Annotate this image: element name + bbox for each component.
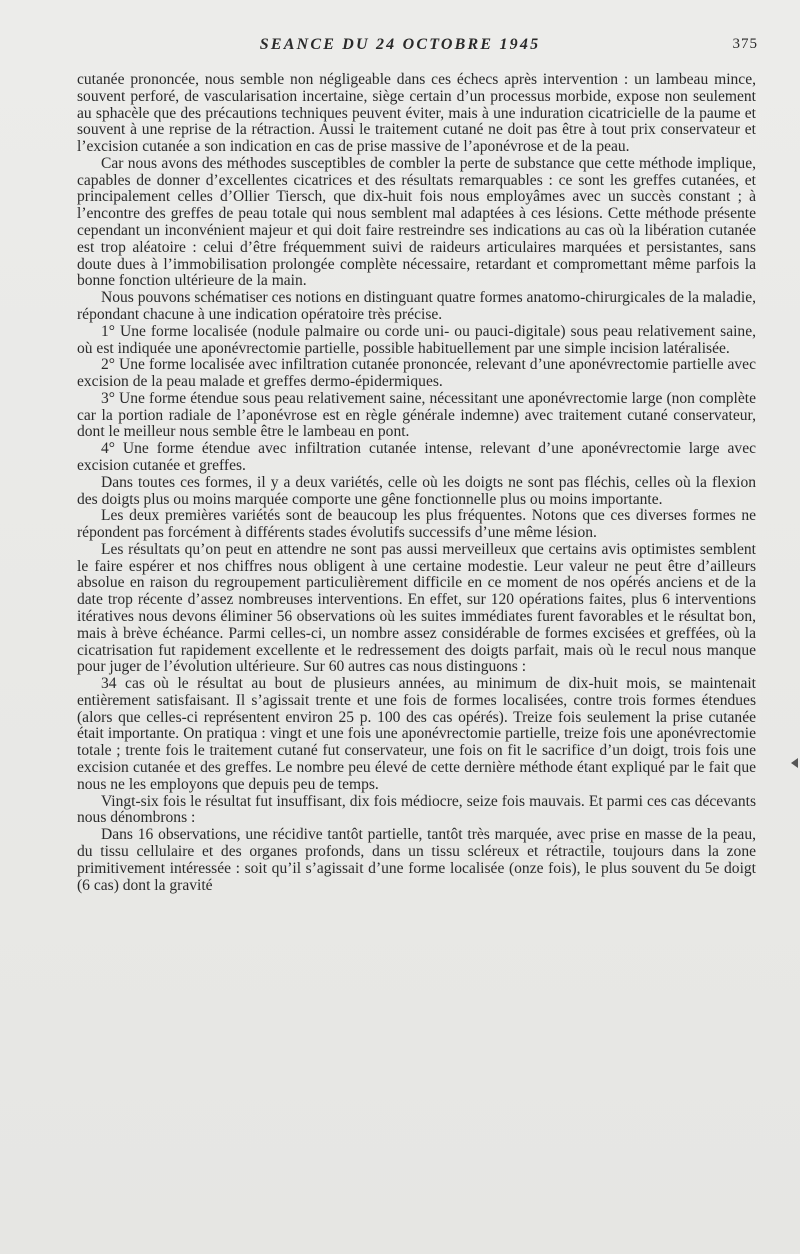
paragraph-schematiser: Nous pouvons schématiser ces notions en distinguant quatre formes anatomo-chirurgicales de la maladie, répondant chacune à une indication opératoire très précise. (77, 289, 756, 323)
paragraph-insuffisant: Vingt-six fois le résultat fut insuffisant, dix fois médiocre, seize fois mauvais. Et parmi ces cas décevants nous dénombrons : (77, 792, 756, 827)
paragraph-greffes: Car nous avons des méthodes susceptibles de combler la perte de substance que cette méthode implique, capables de donner d’excellentes cicatrices et des résultats remarquables : ce sont les greffes cutanées, et principalement celles d’Ollier Tiersch, que dix-huit fois nous employâmes avec un succès constant ; à l’encontre des greffes de peau totale qui nous semblent mal adaptées à ces lésions. Cette méthode présente cependant un inconvénient majeur et qui doit faire restreindre ses indications au cas où la libération cutanée est trop aléatoire : celui d’être fréquemment suivi de raideurs articulaires marquées et persistantes, sans doute dues à l’immobilisation prolongée complète nécessaire, retardant et compromettant même parfois la bonne fonction ultérieure de la main. (77, 154, 756, 290)
paragraph-forme-3: 3° Une forme étendue sous peau relativement saine, nécessitant une aponévrectomie large (non complète car la portion radiale de l’aponévrose est en règle générale indemne) avec traitement cutané conservateur, dont le meilleur nous semble être le lambeau en pont. (77, 389, 756, 441)
margin-mark (791, 758, 798, 768)
paragraph-continuation: cutanée prononcée, nous semble non négligeable dans ces échecs après intervention : un lambeau mince, souvent perforé, de vascularisation incertaine, siège certain d’un processus morbide, expose non seulement au sphacèle que des précautions techniques peuvent éviter, mais à une induration cicatricielle de la paume et souvent à une reprise de la rétraction. Aussi le traitement cutané ne doit pas être à tout prix conservateur et l’excision cutanée a son indication en cas de prise massive de l’aponévrose et de la peau. (77, 71, 756, 156)
paragraph-frequentes: Les deux premières variétés sont de beaucoup les plus fréquentes. Notons que ces diverses formes ne répondent pas forcément à différents stades évolutifs successifs d’une même lésion. (77, 507, 756, 542)
paragraph-forme-4: 4° Une forme étendue avec infiltration cutanée intense, relevant d’une aponévrectomie large avec excision cutanée et greffes. (77, 440, 756, 474)
paragraph-varietes: Dans toutes ces formes, il y a deux variétés, celle où les doigts ne sont pas fléchis, celles où la flexion des doigts plus ou moins marquée comporte une gêne fonctionnelle plus ou moins importante. (77, 473, 756, 508)
paragraph-34-cas: 34 cas où le résultat au bout de plusieurs années, au minimum de dix-huit mois, se maintenait entièrement satisfaisant. Il s’agissait trente et une fois de formes localisées, contre trois formes étendues (alors que celles-ci représentent environ 25 p. 100 des cas opérés). Treize fois seulement la prise cutanée était importante. On pratiqua : vingt et une fois une aponévrectomie partielle, treize fois une aponévrectomie totale ; trente fois le traitement cutané fut conservateur, une fois on fit le sacrifice d’un doigt, trois fois une excision cutanée et des greffes. Le nombre peu élevé de cette dernière méthode étant expliqué par le fait que nous ne les employons que depuis peu de temps. (77, 675, 756, 793)
paragraph-recidive: Dans 16 observations, une récidive tantôt partielle, tantôt très marquée, avec prise en masse de la peau, du tissu cellulaire et des organes profonds, dans un tissu scléreux et rétractile, toujours dans la zone primitivement intéressée : soit qu’il s’agissait d’une forme localisée (onze fois), le plus souvent du 5e doigt (6 cas) dont la gravité (77, 826, 756, 894)
page-number: 375 (732, 36, 758, 52)
paragraph-forme-1: 1° Une forme localisée (nodule palmaire ou corde uni- ou pauci-digitale) sous peau relativement saine, où est indiquée une aponévrectomie partielle, possible habituellement par une simple incision latéralisée. (77, 322, 756, 357)
running-title: SEANCE DU 24 OCTOBRE 1945 (259, 36, 541, 53)
paragraph-resultats: Les résultats qu’on peut en attendre ne sont pas aussi merveilleux que certains avis optimistes semblent le faire espérer et nos chiffres nous obligent à une certaine modestie. Leur valeur ne peut être d’ailleurs absolue en raison du regroupement particulièrement difficile en ce moment de nos opérés anciens et de la date trop récente d’assez nombreuses interventions. En effet, sur 120 opérations faites, plus 6 interventions itératives nous devons éliminer 56 observations où les suites immédiates furent favorables et le résultat bon, mais à brève échéance. Parmi celles-ci, un nombre assez considérable de formes excisées et greffées, où la cicatrisation fut rapidement excellente et le redressement des doigts parfait, mais où le recul nous manque pour juger de l’évolution ultérieure. Sur 60 autres cas nous distinguons : (77, 540, 756, 676)
body-text (77, 72, 756, 894)
page-header (0, 36, 800, 62)
paragraph-forme-2: 2° Une forme localisée avec infiltration cutanée prononcée, relevant d’une aponévrectomie partielle avec excision de la peau malade et greffes dermo-épidermiques. (77, 356, 756, 391)
